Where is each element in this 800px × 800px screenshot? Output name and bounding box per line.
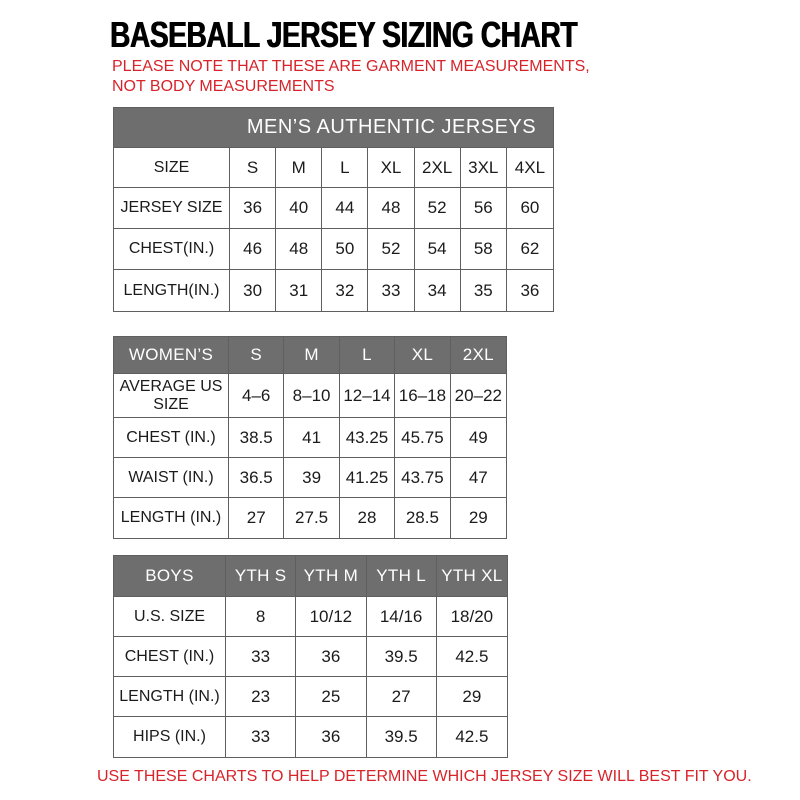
boys-cell: 42.5 — [437, 717, 507, 757]
mens-column-header: 4XL — [507, 148, 553, 188]
womens-cell: 27.5 — [284, 498, 339, 538]
mens-column-header: XL — [368, 148, 414, 188]
boys-cell: 39.5 — [367, 637, 437, 677]
boys-column-header: YTH L — [367, 556, 437, 597]
womens-cell: 28.5 — [395, 498, 450, 538]
mens-cell: 48 — [276, 229, 322, 270]
page-title: BASEBALL JERSEY SIZING CHART — [110, 14, 578, 55]
mens-cell: 54 — [415, 229, 461, 270]
womens-cell: 29 — [451, 498, 506, 538]
mens-authentic-jerseys-table — [113, 107, 554, 312]
boys-cell: 25 — [296, 677, 366, 717]
mens-cell: 56 — [461, 188, 507, 229]
mens-cell: 30 — [230, 270, 276, 311]
mens-cell: 34 — [415, 270, 461, 311]
womens-row-label: AVERAGE US SIZE — [114, 374, 229, 418]
womens-column-header: M — [284, 337, 339, 374]
boys-cell: 36 — [296, 717, 366, 757]
mens-cell: 36 — [507, 270, 553, 311]
boys-cell: 18/20 — [437, 597, 507, 637]
womens-cell: 41.25 — [340, 458, 395, 498]
mens-cell: 35 — [461, 270, 507, 311]
womens-cell: 4–6 — [229, 374, 284, 418]
boys-cell: 10/12 — [296, 597, 366, 637]
mens-cell: 36 — [230, 188, 276, 229]
womens-cell: 27 — [229, 498, 284, 538]
mens-cell: 52 — [415, 188, 461, 229]
boys-cell: 33 — [226, 717, 296, 757]
mens-cell: 31 — [276, 270, 322, 311]
boys-cell: 14/16 — [367, 597, 437, 637]
mens-row-label: LENGTH(IN.) — [114, 270, 230, 311]
womens-table-grid — [114, 337, 506, 538]
womens-cell: 39 — [284, 458, 339, 498]
garment-measurement-note: PLEASE NOTE THAT THESE ARE GARMENT MEASUREMENTS, NOT BODY MEASUREMENTS — [112, 58, 590, 95]
womens-cell: 20–22 — [451, 374, 506, 418]
boys-column-header: YTH S — [226, 556, 296, 597]
boys-cell: 29 — [437, 677, 507, 717]
womens-cell: 16–18 — [395, 374, 450, 418]
womens-cell: 45.75 — [395, 418, 450, 458]
womens-sizing-table — [113, 336, 507, 539]
womens-cell: 28 — [340, 498, 395, 538]
womens-cell: 12–14 — [340, 374, 395, 418]
boys-cell: 42.5 — [437, 637, 507, 677]
boys-row-label: U.S. SIZE — [114, 597, 226, 637]
mens-cell: 40 — [276, 188, 322, 229]
mens-table-banner: MEN’S AUTHENTIC JERSEYS — [114, 108, 553, 148]
mens-cell: 33 — [368, 270, 414, 311]
mens-column-header: S — [230, 148, 276, 188]
mens-cell: 52 — [368, 229, 414, 270]
boys-sizing-table — [113, 555, 508, 758]
womens-cell: 36.5 — [229, 458, 284, 498]
mens-cell: 62 — [507, 229, 553, 270]
womens-row-label: CHEST (IN.) — [114, 418, 229, 458]
mens-cell: 50 — [322, 229, 368, 270]
fit-advice-note: USE THESE CHARTS TO HELP DETERMINE WHICH JERSEY SIZE WILL BEST FIT YOU. — [97, 768, 752, 785]
boys-row-label: LENGTH (IN.) — [114, 677, 226, 717]
mens-row-label: JERSEY SIZE — [114, 188, 230, 229]
boys-cell: 23 — [226, 677, 296, 717]
womens-column-header: 2XL — [451, 337, 506, 374]
mens-column-header: L — [322, 148, 368, 188]
boys-cell: 8 — [226, 597, 296, 637]
mens-column-header: SIZE — [114, 148, 230, 188]
boys-column-header: BOYS — [114, 556, 226, 597]
womens-cell: 47 — [451, 458, 506, 498]
mens-cell: 46 — [230, 229, 276, 270]
boys-cell: 36 — [296, 637, 366, 677]
mens-table-grid — [114, 148, 553, 311]
womens-column-header: S — [229, 337, 284, 374]
boys-cell: 27 — [367, 677, 437, 717]
mens-cell: 32 — [322, 270, 368, 311]
womens-cell: 41 — [284, 418, 339, 458]
womens-cell: 49 — [451, 418, 506, 458]
womens-cell: 43.75 — [395, 458, 450, 498]
boys-cell: 39.5 — [367, 717, 437, 757]
womens-cell: 8–10 — [284, 374, 339, 418]
mens-cell: 44 — [322, 188, 368, 229]
womens-cell: 43.25 — [340, 418, 395, 458]
mens-column-header: M — [276, 148, 322, 188]
mens-row-label: CHEST(IN.) — [114, 229, 230, 270]
boys-row-label: HIPS (IN.) — [114, 717, 226, 757]
boys-column-header: YTH M — [296, 556, 366, 597]
boys-row-label: CHEST (IN.) — [114, 637, 226, 677]
womens-row-label: LENGTH (IN.) — [114, 498, 229, 538]
mens-cell: 58 — [461, 229, 507, 270]
womens-column-header: XL — [395, 337, 450, 374]
boys-column-header: YTH XL — [437, 556, 507, 597]
womens-cell: 38.5 — [229, 418, 284, 458]
boys-cell: 33 — [226, 637, 296, 677]
mens-cell: 48 — [368, 188, 414, 229]
mens-column-header: 2XL — [415, 148, 461, 188]
womens-column-header: WOMEN’S — [114, 337, 229, 374]
womens-column-header: L — [340, 337, 395, 374]
mens-column-header: 3XL — [461, 148, 507, 188]
womens-row-label: WAIST (IN.) — [114, 458, 229, 498]
mens-cell: 60 — [507, 188, 553, 229]
boys-table-grid — [114, 556, 507, 757]
